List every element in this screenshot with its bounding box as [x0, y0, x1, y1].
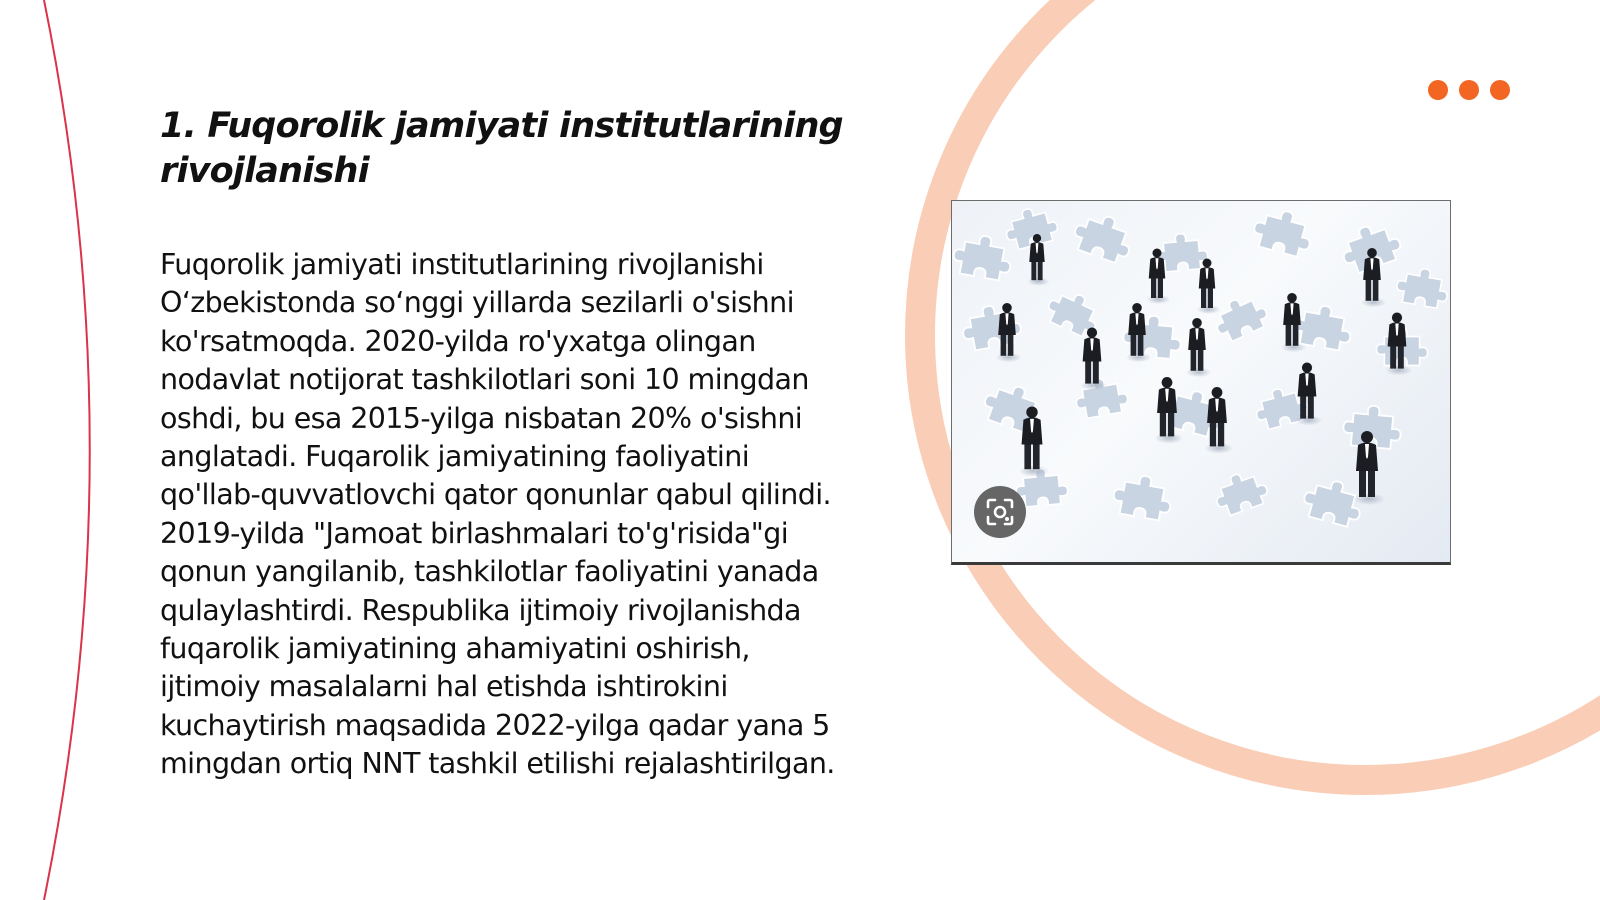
puzzle-piece-icon	[1111, 471, 1175, 522]
puzzle-piece-icon	[1210, 466, 1271, 518]
person-silhouette-icon	[1186, 318, 1212, 377]
puzzle-piece-icon	[1342, 403, 1403, 449]
left-accent-line	[44, 0, 90, 900]
three-dots-icon	[1428, 80, 1510, 100]
puzzle-piece-icon	[1209, 290, 1271, 345]
dot-icon	[1490, 80, 1510, 100]
puzzle-piece-icon	[1250, 204, 1316, 259]
dot-icon	[1459, 80, 1479, 100]
slide-title: 1. Fuqorolik jamiyati institutlarining rivojlanishi	[160, 106, 843, 191]
puzzle-people-image	[951, 200, 1451, 565]
lens-icon[interactable]	[974, 486, 1026, 538]
puzzle-piece-icon	[952, 231, 1015, 282]
person-silhouette-icon	[1204, 387, 1233, 454]
dot-icon	[1428, 80, 1448, 100]
puzzle-piece-icon	[1069, 207, 1137, 266]
puzzle-piece-icon	[1394, 264, 1451, 309]
slide-body-text: Fuqorolik jamiyati institutlarining rivojlanishi O‘zbekistonda so‘nggi yillarda sezilarli o'sishni ko'rsatmoqda. 2020-yilda ro'yxatga olingan nodavlat notijorat tashkilotlari soni 10 mingdan oshdi, bu esa 2015-yilga nisbatan 20% o'sishni anglatadi. Fuqarolik jamiyatining faoliyatini qo'llab-quvvatlovchi qator qonunlar qabul qilindi. 2019-yilda "Jamoat birlashmalari to'g'risida"gi qonun yangilanib, tashkilotlar faoliyatini yanada qulaylashtirdi. Respublika ijtimoiy rivojlanishda fuqarolik jamiyatining ahamiyatini oshirish, ijtimoiy masalalarni hal etishda ishtirokini kuchaytirish maqsadida 2022-yilga qadar yana 5 mingdan ortiq NNT tashkil etilishi rejalashtirilgan.	[160, 248, 835, 781]
